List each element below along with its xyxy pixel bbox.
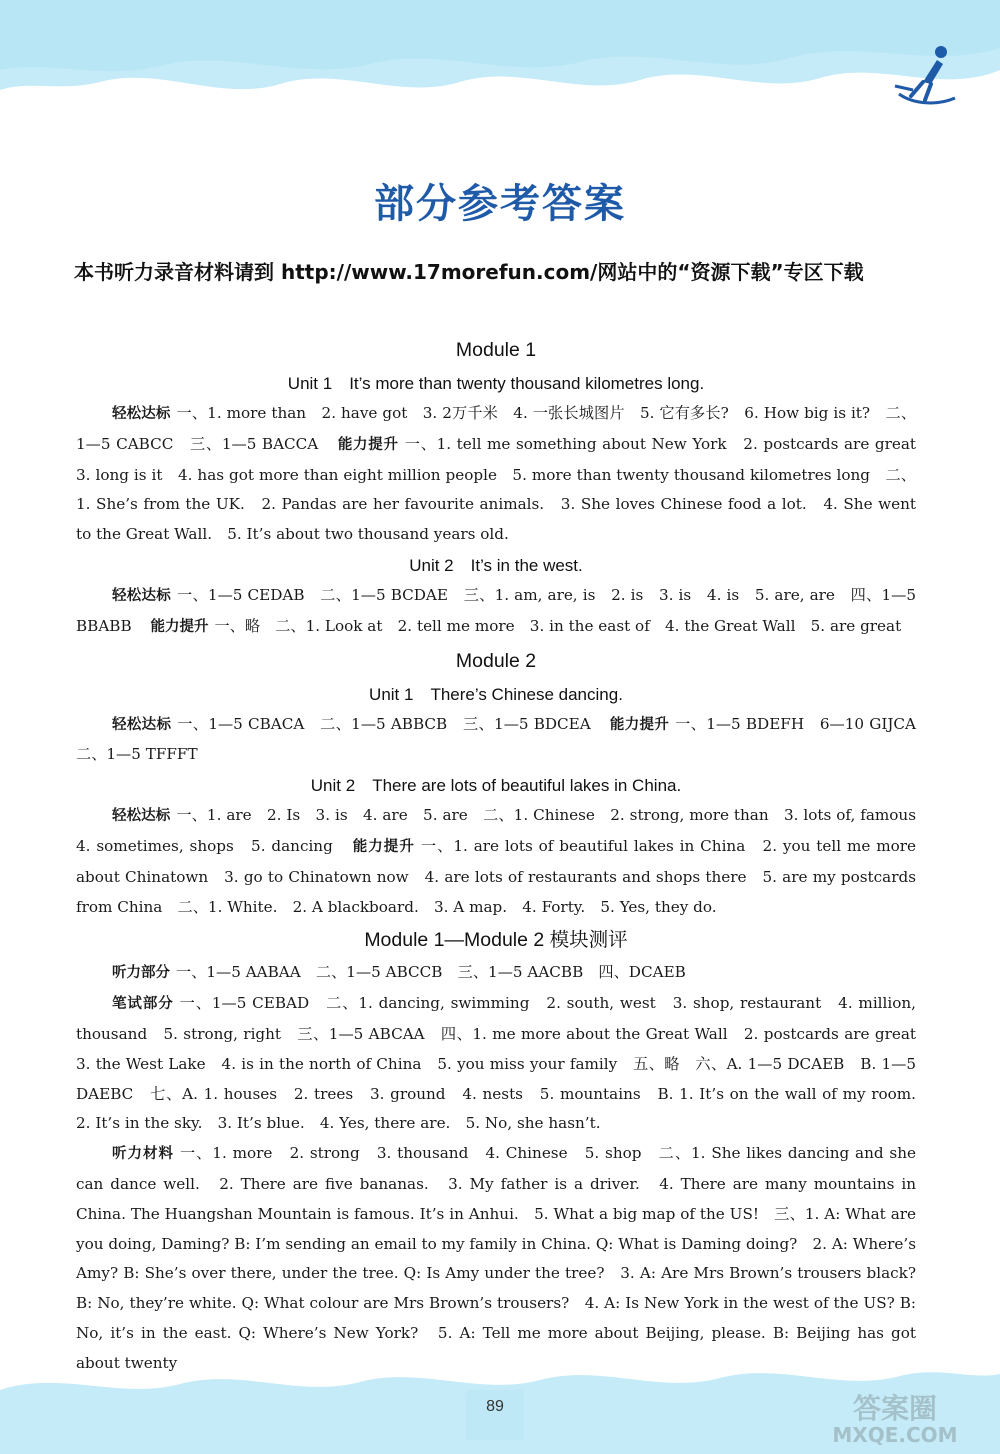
section-label: 轻松达标: [112, 716, 172, 733]
answer-text: 一、1. more 2. strong 3. thousand 4. Chinese 5. shop 二、1. She likes dancing and she can dance well. 2. There are five bananas. 3. My father is a driver. 4. There are many mountains in China. The Huangshan Mountain is famous. It’s in Anhui. 5. What a big map of the US! 三、1. A: What are you doing, Daming? B: I’m sending an email to my family in China. Q: What is Daming doing? 2. A: Where’s Amy? B: She’s over there, under the tree. Q: Is Amy under the tree? 3. A: Are Mrs Brown’s trousers black? B: No, they’re white. Q: What colour are Mrs Brown’s trousers? 4. A: Is New York in the west of the US? B: No, it’s in the east. Q: Where’s New York? 5. A: Tell me more about Beijing, please. B: Beijing has got about twenty: [76, 1144, 916, 1372]
section-label: 轻松达标: [112, 406, 171, 422]
svg-text:MXQE.COM: MXQE.COM: [832, 1423, 958, 1447]
test-written-answers: [76, 989, 932, 1139]
answer-text: 一、1—5 CEDAB 二、1—5 BCDAE 三、1. am, are, is 2. is 3. is 4. is 5. are, are 四、1—5 BBABB: [76, 585, 917, 635]
answer-text: 一、1—5 BDEFH 6—10 GIJCA 二、1—5 TFFFT: [76, 714, 932, 764]
module-2-unit-1-answers: [76, 710, 932, 771]
module-2-unit-2-title: Unit 2 There are lots of beautiful lakes in China.: [310, 776, 682, 796]
answer-text: 一、1—5 AABAA 二、1—5 ABCCB 三、1—5 AACBB 四、DCAEB: [176, 963, 686, 982]
page-title: 部分参考答案: [374, 181, 626, 227]
test-listening-script: [76, 1139, 916, 1378]
module-1-unit-1-title: Unit 1 It’s more than twenty thousand kilometres long.: [287, 374, 705, 393]
section-label: 听力部分: [112, 965, 170, 982]
module-1-title: Module 1: [455, 339, 537, 361]
answer-content: [76, 332, 932, 1379]
answer-text: 一、1—5 CEBAD 二、1. dancing, swimming 2. south, west 3. shop, restaurant 4. million, thousand 5. strong, right 三、1—5 ABCAA 四、1. me more about the Great Wall 2. postcards are great 3. the West Lake 4. is in the north of China 5. you miss your family 五、略 六、A. 1—5 DCAEB B. 1—5 DAEBC 七、A. 1. houses 2. trees 3. ground 4. nests 5. mountains B. 1. It’s on the wall of my room. 2. It’s in the sky. 3. It’s blue. 4. Yes, there are. 5. No, she hasn’t.: [76, 994, 932, 1133]
answer-text: 一、1—5 CBACA 二、1—5 ABBCB 三、1—5 BDCEA: [177, 714, 591, 733]
module-test-title: Module 1—Module 2 模块测评: [364, 929, 628, 952]
answer-text: 一、略 二、1. Look at 2. tell me more 3. in the east of 4. the Great Wall 5. are great: [214, 616, 902, 635]
section-label: 能力提升: [609, 716, 670, 733]
module-1-unit-2-answers: [76, 581, 916, 643]
svg-text:答案圈: 答案圈: [852, 1392, 938, 1425]
module-2-unit-1-title: Unit 1 There’s Chinese dancing.: [369, 684, 623, 704]
skier-icon: [893, 42, 963, 107]
module-2-unit-2-answers: [76, 801, 932, 922]
section-label: 能力提升: [150, 618, 209, 635]
test-listening-answers: [76, 958, 916, 989]
watermark-logo: [800, 1388, 990, 1448]
download-notice: 本书听力录音材料请到 http://www.17morefun.com/网站中的“资源下载”专区下载: [74, 260, 864, 284]
page-number: 89: [486, 1398, 504, 1415]
answer-text: 一、1. are lots of beautiful lakes in China 2. you tell me more about Chinatown 3. go to Chinatown now 4. are lots of restaurants and shops there 5. are my postcards from China 二、1. White. 2. A blackboard. 3. A map. 4. Forty. 5. Yes, they do.: [76, 836, 916, 916]
answer-text: 一、1. more than 2. have got 3. 2万千米 4. 一张长城图片 5. 它有多长? 6. How big is it? 二、1—5 CABCC 三、1—5 BACCA: [76, 404, 917, 453]
module-1-unit-2-title: Unit 2 It’s in the west.: [409, 555, 583, 575]
module-1-unit-1-answers: [76, 399, 932, 550]
module-2-title: Module 2: [455, 649, 537, 672]
answer-text: 一、1. are 2. Is 3. is 4. are 5. are 二、1. Chinese 2. strong, more than 3. lots of, famous 4. sometimes, shops 5. dancing: [76, 806, 932, 855]
section-label: 轻松达标: [112, 808, 171, 825]
section-label: 笔试部分: [112, 996, 174, 1013]
answer-text: 一、1. tell me something about New York 2. postcards are great 3. long is it 4. has got more than eight million people 5. more than twenty thousand kilometres long 二、1. She’s from the UK. 2. Pandas are her favourite animals. 3. She loves Chinese food a lot. 4. She went to the Great Wall. 5. It’s about two thousand years old.: [76, 434, 932, 544]
section-label: 听力材料: [112, 1146, 174, 1163]
section-label: 轻松达标: [112, 587, 172, 604]
section-label: 能力提升: [352, 838, 415, 855]
top-wave-decoration: [0, 0, 1000, 120]
section-label: 能力提升: [337, 436, 399, 453]
